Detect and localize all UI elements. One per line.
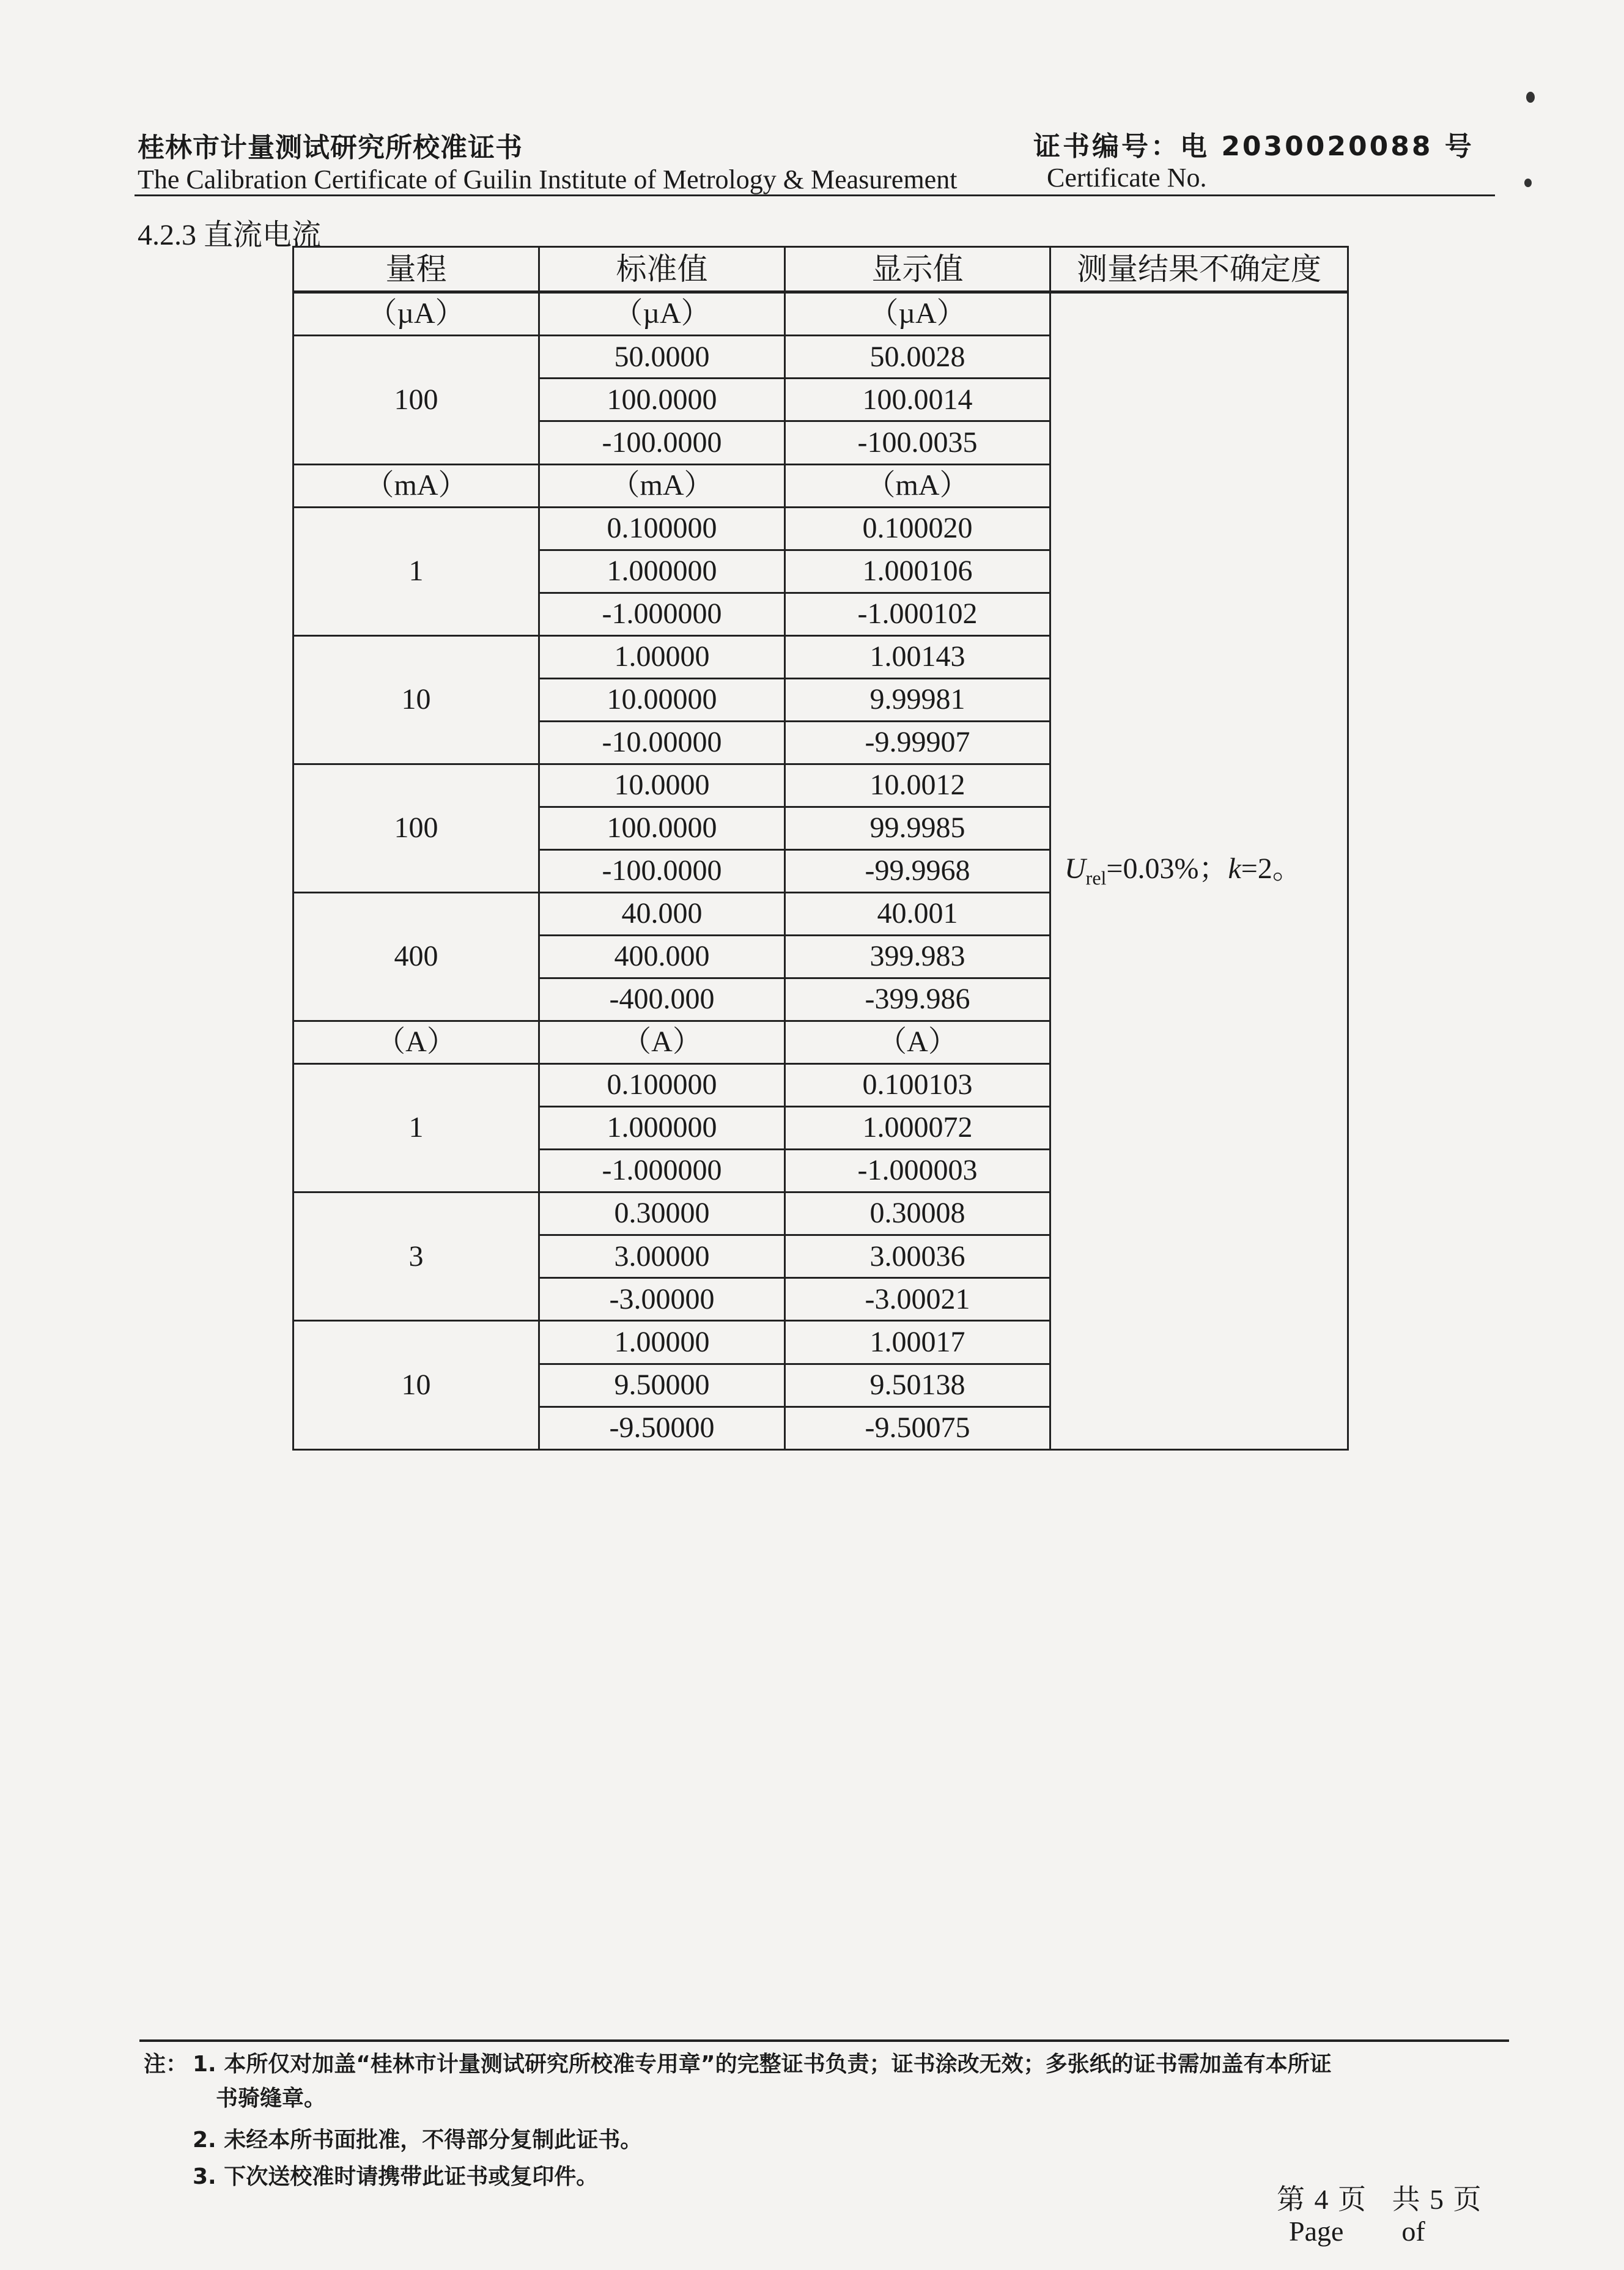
range-cell: 10 (293, 1321, 539, 1450)
note-item: 3. 下次送校准时请携带此证书或复印件。 (193, 2164, 599, 2189)
paper-speck (1524, 179, 1532, 187)
display-value: 100.0014 (785, 379, 1050, 421)
standard-value: 3.00000 (539, 1235, 785, 1278)
header-display: 显示值 (785, 247, 1050, 292)
paper-speck (1526, 92, 1535, 103)
note-item: 2. 未经本所书面批准，不得部分复制此证书。 (193, 2128, 643, 2153)
unit-standard: （A） (539, 1021, 785, 1064)
header-standard: 标准值 (539, 247, 785, 292)
range-cell: 3 (293, 1192, 539, 1321)
page-number-en (1289, 2215, 1425, 2247)
display-value: 9.50138 (785, 1364, 1050, 1407)
display-value: -9.99907 (785, 721, 1050, 764)
u-value: =0.03%； (1106, 852, 1228, 885)
unit-standard: （µA） (539, 292, 785, 336)
unit-display: （µA） (785, 292, 1050, 336)
calibration-table (292, 246, 1349, 1451)
notes-label: 注： (144, 2052, 188, 2077)
display-value: 1.00143 (785, 635, 1050, 678)
standard-value: 0.100000 (539, 507, 785, 550)
standard-value: -1.000000 (539, 1150, 785, 1192)
standard-value: -100.0000 (539, 421, 785, 464)
display-value: 99.9985 (785, 807, 1050, 849)
section-title: 4.2.3 直流电流 (138, 219, 322, 251)
header-uncertainty: 测量结果不确定度 (1050, 247, 1348, 292)
standard-value: -1.000000 (539, 593, 785, 635)
display-value: -9.50075 (785, 1407, 1050, 1449)
display-value: -99.9968 (785, 849, 1050, 892)
display-value: -399.986 (785, 978, 1050, 1021)
unit-row (293, 292, 1348, 336)
header-divider (135, 194, 1495, 196)
u-subscript: rel (1085, 867, 1107, 889)
page-of-en: of (1401, 2216, 1425, 2247)
unit-display: （A） (785, 1021, 1050, 1064)
range-cell: 100 (293, 764, 539, 892)
display-value: -1.000003 (785, 1150, 1050, 1192)
notes-divider (139, 2039, 1509, 2042)
unit-range: （A） (293, 1021, 539, 1064)
standard-value: -10.00000 (539, 721, 785, 764)
standard-value: 0.100000 (539, 1064, 785, 1107)
unit-standard: （mA） (539, 464, 785, 507)
range-cell: 1 (293, 1064, 539, 1192)
standard-value: 9.50000 (539, 1364, 785, 1407)
display-value: 3.00036 (785, 1235, 1050, 1278)
page-total-cn: 共 5 页 (1392, 2184, 1483, 2215)
note-item: 书骑缝章。 (216, 2086, 327, 2111)
display-value: 9.99981 (785, 678, 1050, 721)
standard-value: -100.0000 (539, 849, 785, 892)
display-value: -1.000102 (785, 593, 1050, 635)
standard-value: 100.0000 (539, 379, 785, 421)
k-value: =2。 (1241, 852, 1302, 885)
standard-value: 1.00000 (539, 635, 785, 678)
display-value: -3.00021 (785, 1278, 1050, 1321)
table-header-row (293, 247, 1348, 292)
display-value: 399.983 (785, 936, 1050, 978)
page-label-en: Page (1289, 2216, 1344, 2247)
unit-display: （mA） (785, 464, 1050, 507)
unit-range: （µA） (293, 292, 539, 336)
display-value: 40.001 (785, 893, 1050, 936)
k-symbol: k (1228, 852, 1241, 885)
standard-value: 1.000000 (539, 550, 785, 593)
range-cell: 1 (293, 507, 539, 635)
u-symbol: U (1065, 852, 1086, 885)
display-value: 1.000072 (785, 1107, 1050, 1150)
standard-value: 10.0000 (539, 764, 785, 807)
range-cell: 10 (293, 635, 539, 764)
display-value: 0.100020 (785, 507, 1050, 550)
standard-value: 0.30000 (539, 1192, 785, 1235)
standard-value: -400.000 (539, 978, 785, 1021)
note-item: 1. 本所仅对加盖“桂林市计量测试研究所校准专用章”的完整证书负责；证书涂改无效；多张纸的证书需加盖有本所证 (193, 2052, 1332, 2077)
standard-value: 10.00000 (539, 678, 785, 721)
display-value: 50.0028 (785, 336, 1050, 379)
range-cell: 400 (293, 893, 539, 1021)
page-number-cn (1277, 2177, 1483, 2217)
certificate-number-cn: 证书编号：电 2030020088 号 (1033, 131, 1474, 162)
page-current-cn: 第 4 页 (1277, 2184, 1367, 2215)
certificate-number-en: Certificate No. (1047, 163, 1207, 193)
standard-value: 1.00000 (539, 1321, 785, 1364)
unit-range: （mA） (293, 464, 539, 507)
range-cell: 100 (293, 336, 539, 464)
display-value: 0.30008 (785, 1192, 1050, 1235)
standard-value: -9.50000 (539, 1407, 785, 1449)
certificate-title-cn: 桂林市计量测试研究所校准证书 (138, 132, 523, 163)
standard-value: 50.0000 (539, 336, 785, 379)
display-value: 10.0012 (785, 764, 1050, 807)
display-value: -100.0035 (785, 421, 1050, 464)
uncertainty-cell (1050, 292, 1348, 1450)
display-value: 1.00017 (785, 1321, 1050, 1364)
standard-value: 400.000 (539, 936, 785, 978)
display-value: 0.100103 (785, 1064, 1050, 1107)
standard-value: 1.000000 (539, 1107, 785, 1150)
standard-value: 40.000 (539, 893, 785, 936)
certificate-title-en: The Calibration Certificate of Guilin Institute of Metrology & Measurement (138, 165, 958, 194)
standard-value: -3.00000 (539, 1278, 785, 1321)
standard-value: 100.0000 (539, 807, 785, 849)
display-value: 1.000106 (785, 550, 1050, 593)
header-range: 量程 (293, 247, 539, 292)
